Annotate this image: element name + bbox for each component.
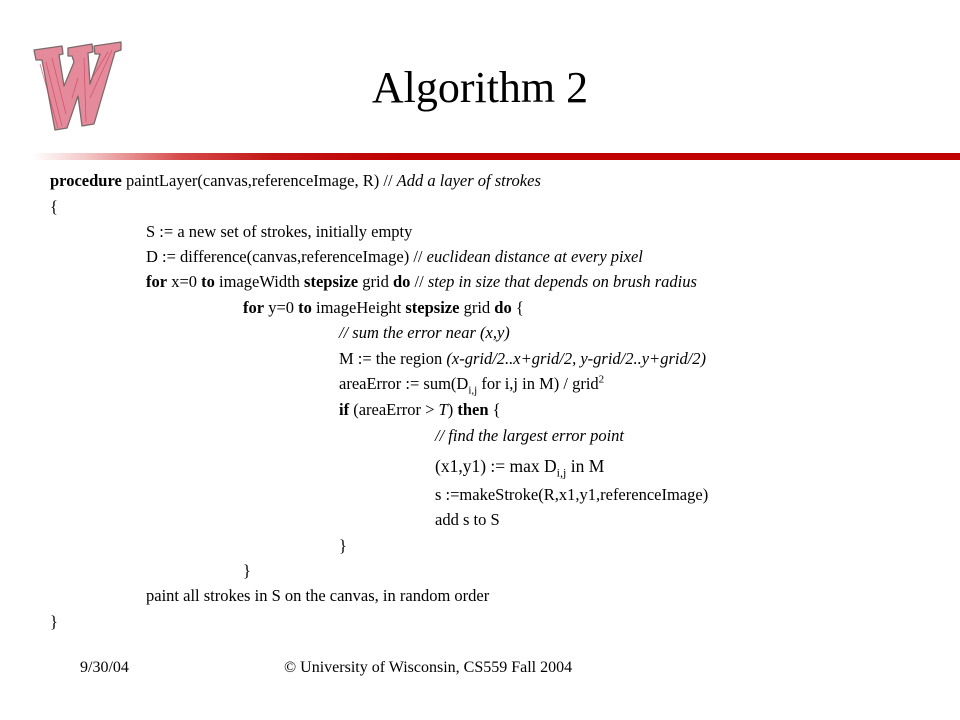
- code-line-close-for-y: }: [243, 561, 251, 580]
- slide-title: Algorithm 2: [371, 63, 589, 112]
- code-line-area-error: areaError := $sum(D_{i,j}$ for i,j in M) / grid$^2$: [339, 373, 605, 397]
- code-line-paint: paint all strokes in S on the canvas, in random order: [146, 586, 490, 605]
- code-line-open-brace: {: [50, 197, 58, 216]
- code-line-comment-sum: // sum the error near (x,y): [339, 323, 510, 342]
- code-line-close-brace: }: [50, 612, 58, 631]
- code-line-make-stroke: s :=makeStroke(R,x1,y1,referenceImage): [435, 485, 709, 504]
- code-line-difference: D := difference(canvas,referenceImage) // euclidean distance at every pixel: [146, 247, 643, 266]
- code-line-add-stroke: add s to S: [435, 510, 500, 529]
- code-line-comment-largest: // find the largest error point: [435, 426, 624, 445]
- code-line-close-if: }: [339, 536, 347, 555]
- code-line-init-strokes: S := a new set of strokes, initially empty: [146, 222, 413, 241]
- code-line-for-x: for x=0 to imageWidth stepsize grid do // step in size that depends on brush radius: [146, 272, 697, 291]
- code-line-region: M := the region (x-grid/2..x+grid/2, y-grid/2..y+grid/2): [339, 349, 707, 368]
- code-line-if: if (areaError > T) then {: [339, 400, 501, 419]
- footer-date: 9/30/04: [80, 659, 129, 676]
- footer-copyright: © University of Wisconsin, CS559 Fall 2004: [284, 659, 573, 676]
- code-line-procedure: procedure paintLayer(canvas,referenceImage, R) // Add a layer of strokes: [50, 171, 541, 190]
- code-line-for-y: for y=0 to imageHeight stepsize grid do {: [243, 298, 524, 317]
- code-line-max: (x1,y1) := $\max D_{i,j}$ in M: [435, 456, 605, 480]
